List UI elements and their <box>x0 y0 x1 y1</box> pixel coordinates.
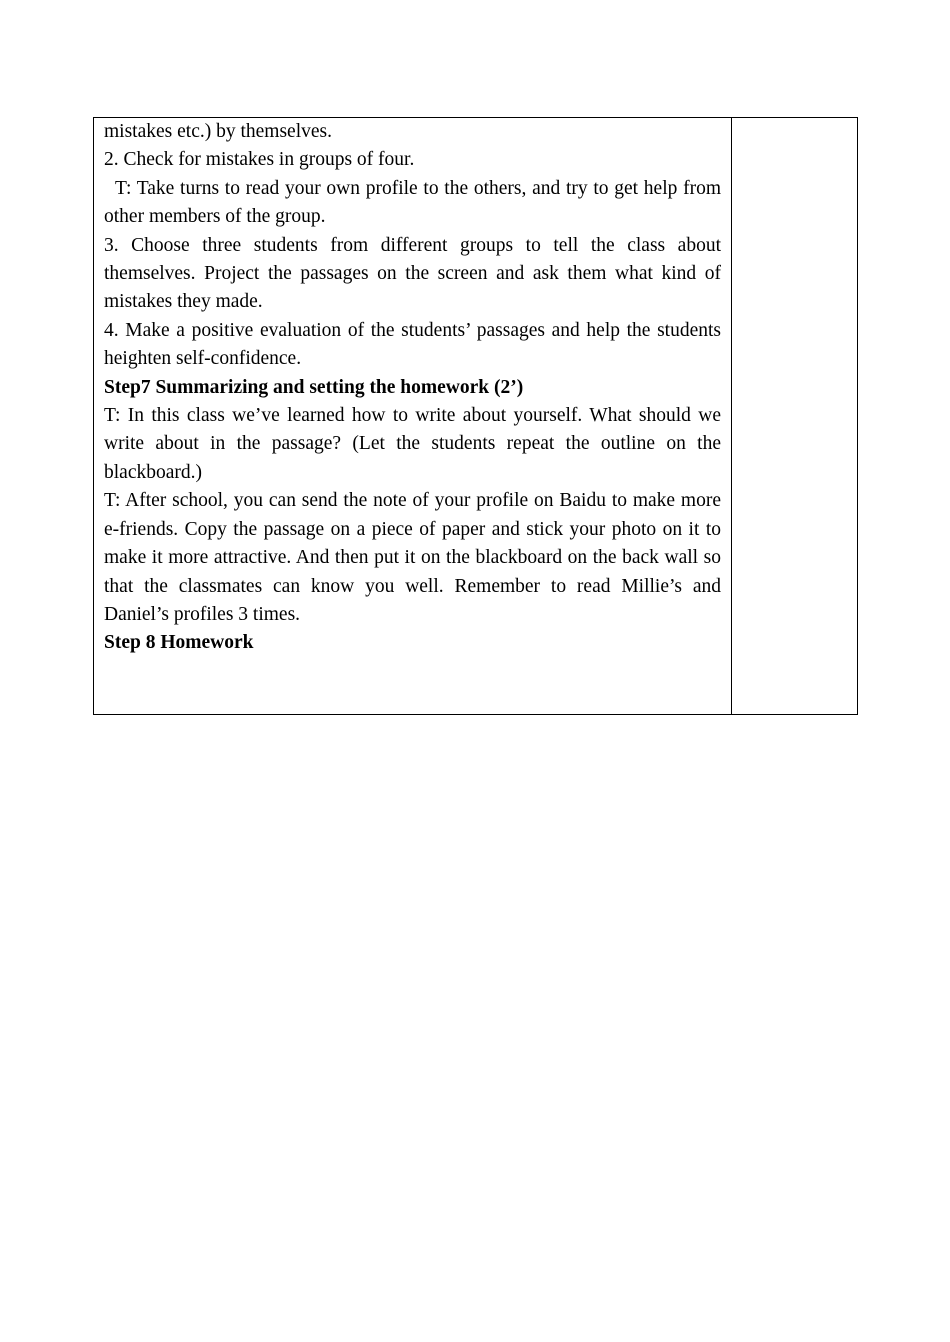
lesson-plan-table <box>93 117 858 715</box>
paragraph-choose-students: 3. Choose three students from different groups to tell the class about themselves. Project the passages on the screen and ask them what kind of mistakes they made. <box>104 234 721 313</box>
paragraph-summary-question: T: In this class we’ve learned how to write about yourself. What should we write about in the passage? (Let the students repeat the outline on the blackboard.) <box>104 405 721 483</box>
paragraph-positive-evaluation: 4. Make a positive evaluation of the students’ passages and help the students heighten self-confidence. <box>104 319 721 370</box>
paragraph-after-school: T: After school, you can send the note of your profile on Baidu to make more e-friends. Copy the passage on a piece of paper and stick your photo on it to make it more attractive. And then put it on the blackboard on the back wall so that the classmates can know you well. Remember to read Millie’s and Daniel’s profiles 3 times. <box>104 490 721 625</box>
notes-cell <box>732 118 858 715</box>
paragraph-take-turns: T: Take turns to read your own profile to the others, and try to get help from other members of the group. <box>104 177 721 228</box>
paragraph-self-check-end: mistakes etc.) by themselves. <box>104 121 332 142</box>
procedure-content <box>94 118 731 658</box>
paragraph-group-check: 2. Check for mistakes in groups of four. <box>104 149 415 171</box>
procedure-cell <box>94 118 732 715</box>
step8-heading: Step 8 Homework <box>104 632 254 654</box>
step7-heading: Step7 Summarizing and setting the homework (2’) <box>104 376 524 398</box>
table-row <box>94 118 858 715</box>
